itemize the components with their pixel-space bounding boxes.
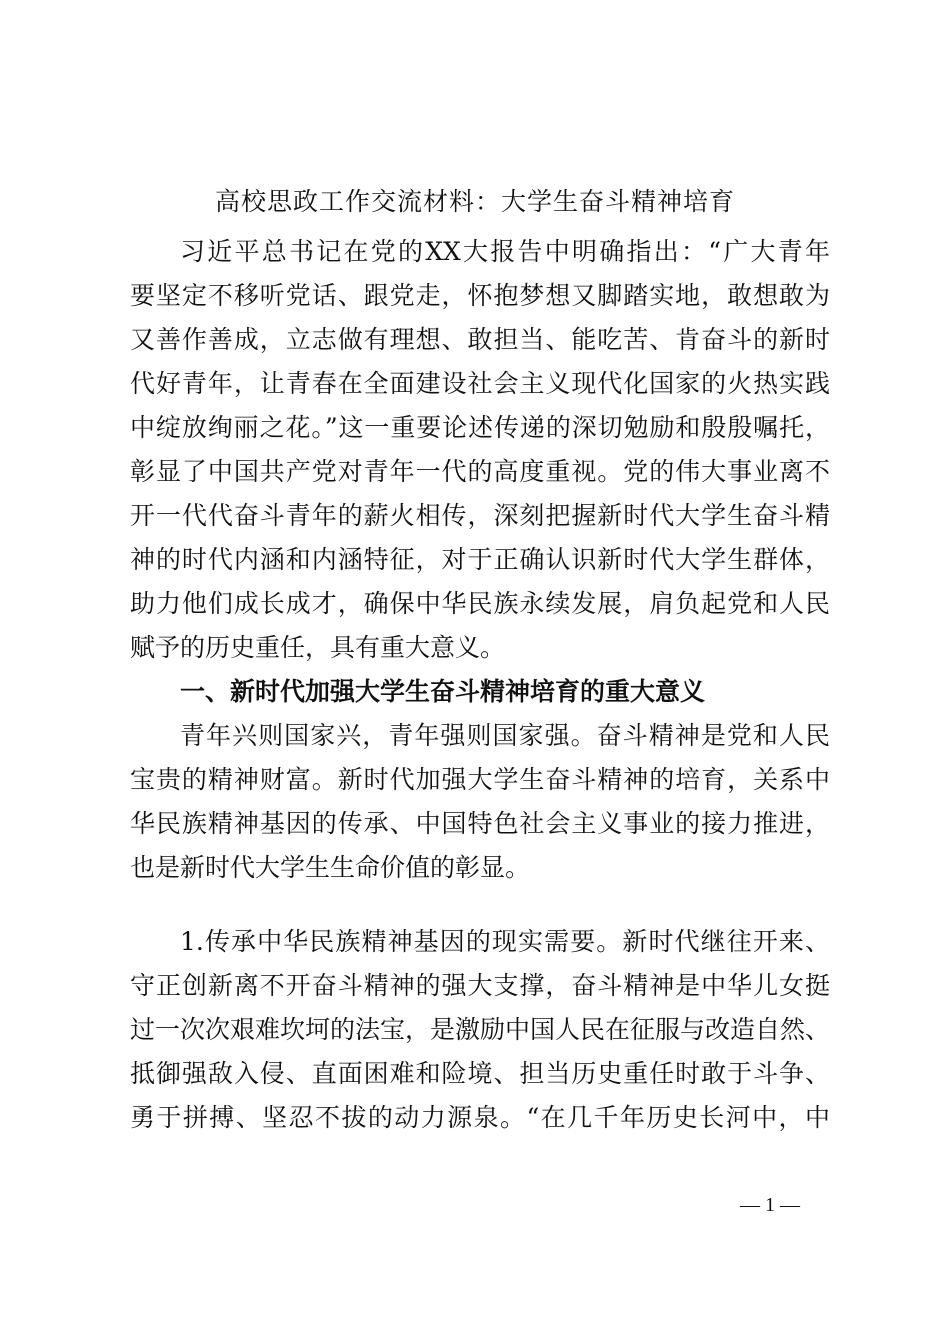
paragraph-3-line-4: 抵御强敌入侵、直面困难和险境、担当历史重任时敢于斗争、 [130,1059,830,1088]
document-title: 高校思政工作交流材料：大学生奋斗精神培育 [214,187,735,216]
paragraph-1-line-5: 中绽放绚丽之花。”这一重要论述传递的深切勉励和殷殷嘱托， [130,413,830,442]
paragraph-3-line-5: 勇于拼搏、坚忍不拔的动力源泉。“在几千年历史长河中，中 [130,1103,830,1132]
paragraph-2-line-1: 青年兴则国家兴，青年强则国家强。奋斗精神是党和人民 [180,721,830,750]
paragraph-1-line-4: 代好青年，让青春在全面建设社会主义现代化国家的火热实践 [130,369,830,398]
paragraph-2-line-2: 宝贵的精神财富。新时代加强大学生奋斗精神的培育，关系中 [130,765,830,794]
paragraph-3-line-1: 1.传承中华民族精神基因的现实需要。新时代继往开来、 [180,927,830,956]
paragraph-1-line-3: 又善作善成，立志做有理想、敢担当、能吃苦、肯奋斗的新时 [130,325,830,354]
paragraph-1-line-9: 助力他们成长成才，确保中华民族永续发展，肩负起党和人民 [130,589,830,618]
section-1-heading: 一、新时代加强大学生奋斗精神培育的重大意义 [180,677,706,706]
paragraph-2-line-3: 华民族精神基因的传承、中国特色社会主义事业的接力推进， [130,809,830,838]
paragraph-1-line-6: 彰显了中国共产党对青年一代的高度重视。党的伟大事业离不 [130,457,830,486]
paragraph-1-line-8: 神的时代内涵和内涵特征，对于正确认识新时代大学生群体， [130,545,830,574]
paragraph-1-line-1: 习近平总书记在党的XX大报告中明确指出：“广大青年 [180,237,830,266]
paragraph-3-line-3: 过一次次艰难坎坷的法宝，是激励中国人民在征服与改造自然、 [130,1015,831,1044]
page-number: — 1 — [740,1194,800,1216]
paragraph-1-line-7: 开一代代奋斗青年的薪火相传，深刻把握新时代大学生奋斗精 [130,501,830,530]
paragraph-2-line-4: 也是新时代大学生生命价值的彰显。 [130,853,531,882]
paragraph-1-line-2: 要坚定不移听党话、跟党走，怀抱梦想又脚踏实地，敢想敢为 [130,281,830,310]
paragraph-3-line-2: 守正创新离不开奋斗精神的强大支撑，奋斗精神是中华儿女挺 [130,971,830,1000]
paragraph-1-line-10: 赋予的历史重任，具有重大意义。 [130,633,506,662]
